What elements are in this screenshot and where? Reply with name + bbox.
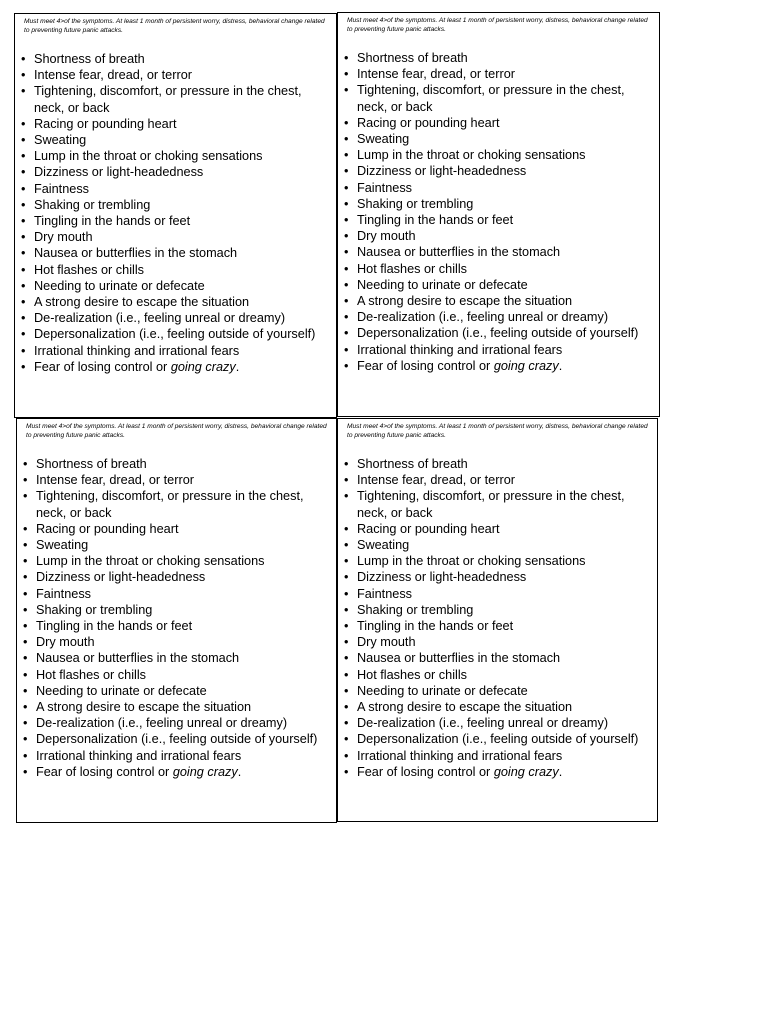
bullet-icon: • bbox=[21, 262, 26, 277]
list-item bbox=[20, 181, 324, 197]
symptom-text: De-realization (i.e., feeling unreal or dreamy) bbox=[357, 310, 609, 325]
list-item bbox=[343, 472, 647, 488]
symptom-text: Intense fear, dread, or terror bbox=[357, 473, 515, 488]
criteria-note: Must meet 4>of the symptoms. At least 1 month of persistent worry, distress, behavioral change related to preventing future panic attacks. bbox=[24, 18, 325, 34]
list-item bbox=[20, 51, 324, 67]
symptom-text: Dizziness or light-headedness bbox=[36, 570, 206, 585]
symptom-text: Tingling in the hands or feet bbox=[36, 619, 193, 634]
list-item bbox=[22, 488, 326, 520]
list-item bbox=[22, 683, 326, 699]
symptom-text: Irrational thinking and irrational fears bbox=[36, 748, 242, 763]
symptom-text: Irrational thinking and irrational fears bbox=[34, 343, 240, 358]
symptom-list bbox=[20, 51, 324, 375]
emphasis-text: going crazy bbox=[170, 359, 236, 374]
emphasis-text: going crazy bbox=[493, 764, 559, 779]
bullet-icon: • bbox=[344, 554, 349, 569]
bullet-icon: • bbox=[344, 180, 349, 195]
bullet-icon: • bbox=[23, 683, 28, 698]
symptom-text: Dizziness or light-headedness bbox=[357, 164, 527, 179]
list-item bbox=[343, 358, 647, 374]
symptom-text: Dry mouth bbox=[36, 635, 95, 650]
bullet-icon: • bbox=[344, 294, 349, 309]
list-item bbox=[22, 650, 326, 666]
symptom-text: Faintness bbox=[357, 586, 413, 601]
bullet-icon: • bbox=[21, 327, 26, 342]
bullet-icon: • bbox=[344, 83, 349, 98]
list-item bbox=[343, 667, 647, 683]
symptom-text: Faintness bbox=[36, 586, 92, 601]
symptom-text: Intense fear, dread, or terror bbox=[34, 68, 192, 83]
bullet-icon: • bbox=[344, 358, 349, 373]
list-item bbox=[343, 50, 647, 66]
symptom-text: Dry mouth bbox=[357, 635, 416, 650]
criteria-note: Must meet 4>of the symptoms. At least 1 month of persistent worry, distress, behavioral change related to preventing future panic attacks. bbox=[347, 17, 648, 33]
symptom-text: Shaking or trembling bbox=[357, 196, 474, 211]
symptom-text: Fear of losing control or bbox=[34, 359, 171, 374]
list-item bbox=[343, 521, 647, 537]
symptom-text: Tightening, discomfort, or pressure in the chest, neck, or back bbox=[36, 489, 304, 520]
bullet-icon: • bbox=[21, 181, 26, 196]
symptom-text: De-realization (i.e., feeling unreal or dreamy) bbox=[36, 716, 288, 731]
bullet-icon: • bbox=[344, 667, 349, 682]
symptom-text: Depersonalization (i.e., feeling outside of yourself) bbox=[36, 732, 318, 747]
bullet-icon: • bbox=[344, 716, 349, 731]
bullet-icon: • bbox=[23, 489, 28, 504]
bullet-icon: • bbox=[344, 748, 349, 763]
symptom-text: A strong desire to escape the situation bbox=[34, 295, 250, 310]
symptom-text: Shaking or trembling bbox=[34, 197, 151, 212]
list-item bbox=[343, 764, 647, 780]
list-item bbox=[343, 115, 647, 131]
symptom-text: Lump in the throat or choking sensations bbox=[357, 148, 586, 163]
list-item bbox=[343, 212, 647, 228]
bullet-icon: • bbox=[344, 489, 349, 504]
list-item bbox=[343, 309, 647, 325]
list-item bbox=[343, 293, 647, 309]
list-item bbox=[22, 731, 326, 747]
bullet-icon: • bbox=[21, 295, 26, 310]
criteria-note: Must meet 4>of the symptoms. At least 1 month of persistent worry, distress, behavioral change related to preventing future panic attacks. bbox=[347, 423, 648, 439]
list-item bbox=[343, 180, 647, 196]
list-item bbox=[343, 683, 647, 699]
bullet-icon: • bbox=[344, 245, 349, 260]
bullet-icon: • bbox=[344, 164, 349, 179]
bullet-icon: • bbox=[23, 586, 28, 601]
symptom-text: A strong desire to escape the situation bbox=[357, 294, 573, 309]
symptom-text: Intense fear, dread, or terror bbox=[36, 473, 194, 488]
bullet-icon: • bbox=[344, 148, 349, 163]
symptom-text: Tightening, discomfort, or pressure in the chest, neck, or back bbox=[357, 489, 625, 520]
list-item bbox=[22, 715, 326, 731]
symptom-card bbox=[337, 12, 660, 417]
symptom-text: De-realization (i.e., feeling unreal or dreamy) bbox=[34, 311, 286, 326]
symptom-text: Fear of losing control or bbox=[36, 764, 173, 779]
bullet-icon: • bbox=[21, 246, 26, 261]
bullet-icon: • bbox=[344, 310, 349, 325]
list-item bbox=[20, 262, 324, 278]
symptom-text: Needing to urinate or defecate bbox=[357, 683, 528, 698]
list-item bbox=[20, 67, 324, 83]
symptom-text: De-realization (i.e., feeling unreal or dreamy) bbox=[357, 716, 609, 731]
bullet-icon: • bbox=[23, 732, 28, 747]
list-item bbox=[343, 277, 647, 293]
list-item bbox=[22, 618, 326, 634]
bullet-icon: • bbox=[344, 457, 349, 471]
list-item bbox=[22, 748, 326, 764]
symptom-text-suffix: . bbox=[558, 764, 563, 779]
list-item bbox=[20, 164, 324, 180]
symptom-text: A strong desire to escape the situation bbox=[36, 700, 252, 715]
symptom-text: Shortness of breath bbox=[357, 51, 468, 65]
symptom-text: Dizziness or light-headedness bbox=[34, 165, 204, 180]
bullet-icon: • bbox=[344, 67, 349, 82]
list-item bbox=[343, 196, 647, 212]
list-item bbox=[20, 326, 324, 342]
symptom-text: Tingling in the hands or feet bbox=[357, 619, 514, 634]
symptom-text: Needing to urinate or defecate bbox=[357, 277, 528, 292]
bullet-icon: • bbox=[344, 51, 349, 65]
bullet-icon: • bbox=[23, 538, 28, 553]
list-item bbox=[20, 245, 324, 261]
symptom-text: Dry mouth bbox=[357, 229, 416, 244]
list-item bbox=[343, 228, 647, 244]
bullet-icon: • bbox=[344, 683, 349, 698]
list-item bbox=[22, 553, 326, 569]
list-item bbox=[22, 699, 326, 715]
list-item bbox=[343, 731, 647, 747]
bullet-icon: • bbox=[21, 343, 26, 358]
bullet-icon: • bbox=[344, 538, 349, 553]
bullet-icon: • bbox=[21, 116, 26, 131]
list-item bbox=[343, 602, 647, 618]
list-item bbox=[22, 667, 326, 683]
bullet-icon: • bbox=[344, 132, 349, 147]
bullet-icon: • bbox=[21, 68, 26, 83]
bullet-icon: • bbox=[21, 52, 26, 66]
bullet-icon: • bbox=[344, 651, 349, 666]
list-item bbox=[343, 650, 647, 666]
symptom-text: Shortness of breath bbox=[357, 457, 468, 471]
list-item bbox=[343, 456, 647, 472]
list-item bbox=[343, 163, 647, 179]
bullet-icon: • bbox=[344, 700, 349, 715]
list-item bbox=[343, 342, 647, 358]
list-item bbox=[22, 634, 326, 650]
symptom-text: Depersonalization (i.e., feeling outside of yourself) bbox=[34, 327, 316, 342]
symptom-card bbox=[16, 418, 337, 823]
list-item bbox=[343, 586, 647, 602]
symptom-text: Needing to urinate or defecate bbox=[36, 683, 207, 698]
bullet-icon: • bbox=[21, 197, 26, 212]
bullet-icon: • bbox=[344, 602, 349, 617]
list-item bbox=[20, 294, 324, 310]
symptom-text: Lump in the throat or choking sensations bbox=[36, 554, 265, 569]
symptom-text: Irrational thinking and irrational fears bbox=[357, 342, 563, 357]
bullet-icon: • bbox=[344, 570, 349, 585]
symptom-text: Irrational thinking and irrational fears bbox=[357, 748, 563, 763]
bullet-icon: • bbox=[21, 359, 26, 374]
symptom-text: Intense fear, dread, or terror bbox=[357, 67, 515, 82]
list-item bbox=[343, 569, 647, 585]
list-item bbox=[343, 715, 647, 731]
list-item bbox=[20, 197, 324, 213]
list-item bbox=[20, 148, 324, 164]
bullet-icon: • bbox=[344, 229, 349, 244]
symptom-text: Racing or pounding heart bbox=[357, 115, 500, 130]
list-item bbox=[20, 310, 324, 326]
list-item bbox=[22, 602, 326, 618]
emphasis-text: going crazy bbox=[493, 358, 559, 373]
bullet-icon: • bbox=[23, 748, 28, 763]
list-item bbox=[22, 521, 326, 537]
list-item bbox=[343, 553, 647, 569]
symptom-text: Shortness of breath bbox=[34, 52, 145, 66]
list-item bbox=[343, 325, 647, 341]
symptom-text: Depersonalization (i.e., feeling outside of yourself) bbox=[357, 732, 639, 747]
symptom-text: Tingling in the hands or feet bbox=[357, 213, 514, 228]
list-item bbox=[20, 116, 324, 132]
bullet-icon: • bbox=[344, 619, 349, 634]
bullet-icon: • bbox=[21, 278, 26, 293]
bullet-icon: • bbox=[23, 554, 28, 569]
list-item bbox=[20, 229, 324, 245]
symptom-text: Hot flashes or chills bbox=[357, 261, 467, 276]
bullet-icon: • bbox=[344, 326, 349, 341]
symptom-text: Hot flashes or chills bbox=[357, 667, 467, 682]
list-item bbox=[22, 537, 326, 553]
symptom-text: Sweating bbox=[357, 132, 410, 147]
symptom-text: Sweating bbox=[34, 133, 87, 148]
list-item bbox=[20, 343, 324, 359]
symptom-text: Tightening, discomfort, or pressure in the chest, neck, or back bbox=[34, 84, 302, 115]
bullet-icon: • bbox=[21, 214, 26, 229]
bullet-icon: • bbox=[344, 196, 349, 211]
symptom-text: Shortness of breath bbox=[36, 457, 147, 471]
bullet-icon: • bbox=[344, 115, 349, 130]
symptom-text: Nausea or butterflies in the stomach bbox=[34, 246, 238, 261]
symptom-text: Shaking or trembling bbox=[357, 602, 474, 617]
list-item bbox=[20, 132, 324, 148]
bullet-icon: • bbox=[23, 764, 28, 779]
list-item bbox=[22, 569, 326, 585]
symptom-list bbox=[343, 50, 647, 374]
symptom-text: Dizziness or light-headedness bbox=[357, 570, 527, 585]
symptom-text: Faintness bbox=[357, 180, 413, 195]
symptom-text: Hot flashes or chills bbox=[36, 667, 146, 682]
bullet-icon: • bbox=[23, 667, 28, 682]
bullet-icon: • bbox=[344, 342, 349, 357]
bullet-icon: • bbox=[23, 716, 28, 731]
symptom-text: Faintness bbox=[34, 181, 90, 196]
symptom-text: Fear of losing control or bbox=[357, 358, 494, 373]
list-item bbox=[343, 618, 647, 634]
list-item bbox=[343, 748, 647, 764]
bullet-icon: • bbox=[344, 764, 349, 779]
symptom-text-suffix: . bbox=[558, 358, 563, 373]
bullet-icon: • bbox=[344, 521, 349, 536]
list-item bbox=[343, 66, 647, 82]
bullet-icon: • bbox=[23, 473, 28, 488]
symptom-text: Sweating bbox=[357, 538, 410, 553]
emphasis-text: going crazy bbox=[172, 764, 238, 779]
bullet-icon: • bbox=[21, 149, 26, 164]
symptom-list bbox=[22, 456, 326, 780]
bullet-icon: • bbox=[344, 473, 349, 488]
list-item bbox=[343, 131, 647, 147]
symptom-text: Racing or pounding heart bbox=[357, 521, 500, 536]
symptom-text: Nausea or butterflies in the stomach bbox=[36, 651, 240, 666]
bullet-icon: • bbox=[21, 311, 26, 326]
symptom-text: Racing or pounding heart bbox=[34, 116, 177, 131]
bullet-icon: • bbox=[23, 521, 28, 536]
symptom-text: Sweating bbox=[36, 538, 89, 553]
list-item bbox=[20, 83, 324, 115]
symptom-text: Dry mouth bbox=[34, 230, 93, 245]
bullet-icon: • bbox=[23, 570, 28, 585]
symptom-text: Racing or pounding heart bbox=[36, 521, 179, 536]
list-item bbox=[343, 537, 647, 553]
bullet-icon: • bbox=[344, 277, 349, 292]
list-item bbox=[20, 213, 324, 229]
list-item bbox=[343, 261, 647, 277]
bullet-icon: • bbox=[344, 586, 349, 601]
symptom-list bbox=[343, 456, 647, 780]
list-item bbox=[22, 586, 326, 602]
criteria-note: Must meet 4>of the symptoms. At least 1 month of persistent worry, distress, behavioral change related to preventing future panic attacks. bbox=[26, 423, 327, 439]
symptom-text-suffix: . bbox=[237, 764, 242, 779]
bullet-icon: • bbox=[23, 619, 28, 634]
symptom-text: Tingling in the hands or feet bbox=[34, 214, 191, 229]
bullet-icon: • bbox=[344, 213, 349, 228]
bullet-icon: • bbox=[344, 635, 349, 650]
bullet-icon: • bbox=[23, 651, 28, 666]
bullet-icon: • bbox=[23, 635, 28, 650]
bullet-icon: • bbox=[23, 700, 28, 715]
symptom-text: Tightening, discomfort, or pressure in the chest, neck, or back bbox=[357, 83, 625, 114]
list-item bbox=[22, 472, 326, 488]
list-item bbox=[20, 278, 324, 294]
symptom-text: Hot flashes or chills bbox=[34, 262, 144, 277]
symptom-text: A strong desire to escape the situation bbox=[357, 700, 573, 715]
bullet-icon: • bbox=[344, 732, 349, 747]
list-item bbox=[22, 764, 326, 780]
symptom-text: Depersonalization (i.e., feeling outside of yourself) bbox=[357, 326, 639, 341]
symptom-text: Fear of losing control or bbox=[357, 764, 494, 779]
symptom-text: Lump in the throat or choking sensations bbox=[34, 149, 263, 164]
symptom-card bbox=[337, 418, 658, 822]
bullet-icon: • bbox=[21, 133, 26, 148]
bullet-icon: • bbox=[23, 457, 28, 471]
list-item bbox=[343, 634, 647, 650]
bullet-icon: • bbox=[23, 602, 28, 617]
bullet-icon: • bbox=[21, 230, 26, 245]
bullet-icon: • bbox=[21, 84, 26, 99]
list-item bbox=[22, 456, 326, 472]
list-item bbox=[343, 82, 647, 114]
symptom-text: Nausea or butterflies in the stomach bbox=[357, 651, 561, 666]
list-item bbox=[343, 699, 647, 715]
symptom-text: Lump in the throat or choking sensations bbox=[357, 554, 586, 569]
bullet-icon: • bbox=[344, 261, 349, 276]
list-item bbox=[343, 244, 647, 260]
list-item bbox=[343, 147, 647, 163]
bullet-icon: • bbox=[21, 165, 26, 180]
symptom-card bbox=[14, 13, 337, 418]
symptom-text: Needing to urinate or defecate bbox=[34, 278, 205, 293]
symptom-text-suffix: . bbox=[235, 359, 240, 374]
list-item bbox=[343, 488, 647, 520]
list-item bbox=[20, 359, 324, 375]
symptom-text: Shaking or trembling bbox=[36, 602, 153, 617]
symptom-text: Nausea or butterflies in the stomach bbox=[357, 245, 561, 260]
